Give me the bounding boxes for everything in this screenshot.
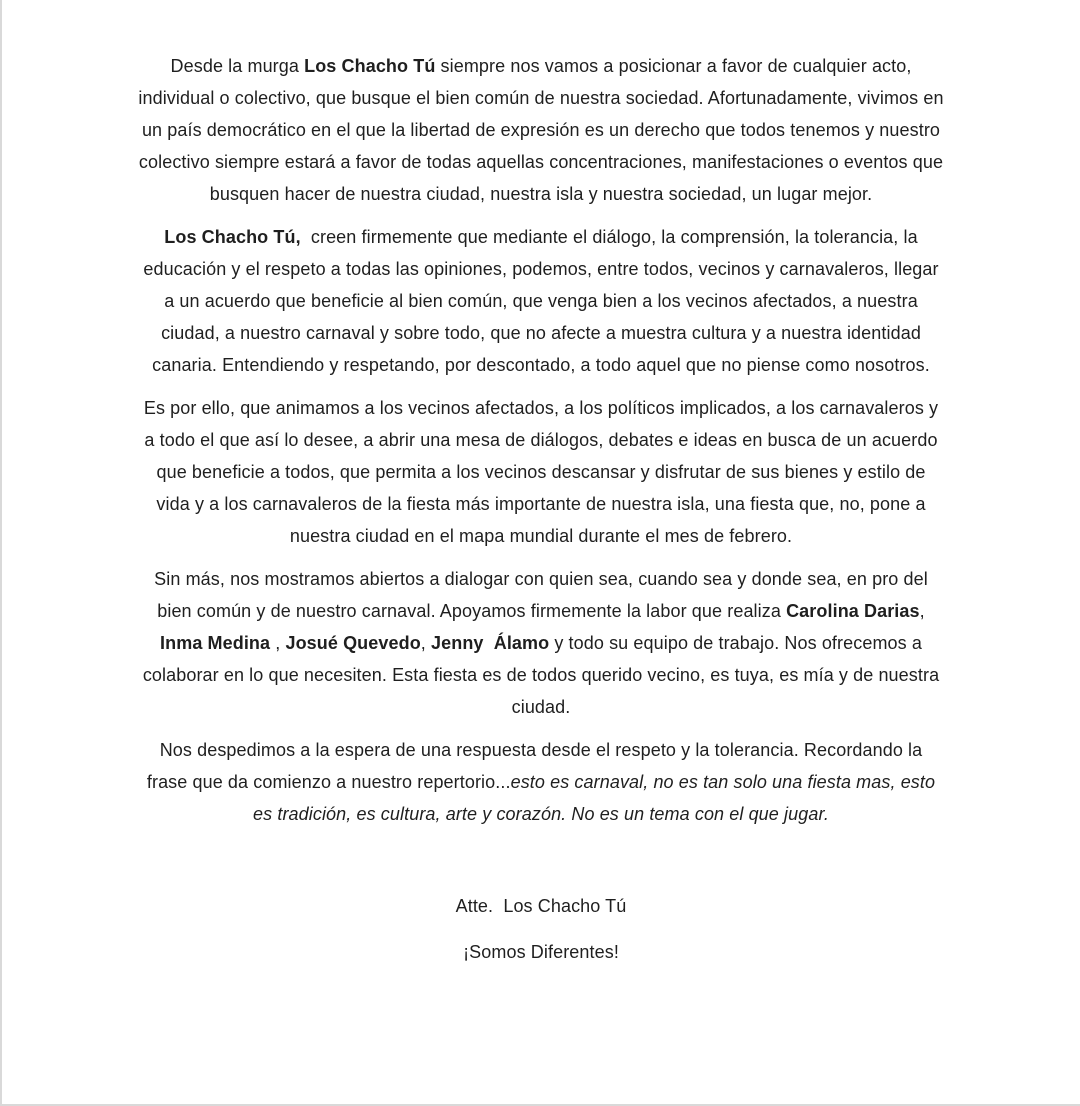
text-run: siempre nos vamos a posicionar a favor de cualquier acto, individual o colectivo, que busque el bien común de nuestra sociedad. Afortunadamente, vivimos en un país democrático en el que la libertad de expresión es un derecho que todos tenemos y nuestro colectivo siempre estará a favor de todas aquellas concentraciones, manifestaciones o eventos que busquen hacer de nuestra ciudad, nuestra isla y nuestra sociedad, un lugar mejor. (138, 56, 949, 204)
motto-line: ¡Somos Diferentes! (463, 942, 619, 962)
paragraph (138, 392, 944, 552)
text-run: esto es carnaval, no es tan solo una fiesta mas, esto es tradición, es cultura, arte y corazón. No es un tema con el que jugar. (253, 772, 941, 824)
text-run: Jenny Álamo (431, 633, 550, 653)
text-run: creen firmemente que mediante el diálogo, la comprensión, la tolerancia, la educación y el respeto a todas las opiniones, podemos, entre todos, vecinos y carnavaleros, llegar a un acuerdo que beneficie al bien común, que venga bien a los vecinos afectados, a nuestra ciudad, a nuestro carnaval y sobre todo, que no afecte a muestra cultura y a nuestra identidad canaria. Entendiendo y respetando, por descontado, a todo aquel que no piense como nosotros. (143, 227, 944, 375)
text-run: , (270, 633, 286, 653)
paragraph (138, 734, 944, 830)
text-run: Inma Medina (160, 633, 271, 653)
text-run: Los Chacho Tú, (164, 227, 301, 247)
text-run: Es por ello, que animamos a los vecinos afectados, a los políticos implicados, a los carnavaleros y a todo el que así lo desee, a abrir una mesa de diálogos, debates e ideas en busca de un acuerdo que beneficie a todos, que permita a los vecinos descansar y disfrutar de sus bienes y estilo de vida y a los carnavaleros de la fiesta más importante de nuestra isla, una fiesta que, no, pone a nuestra ciudad en el mapa mundial durante el mes de febrero. (143, 398, 944, 546)
text-run: , (919, 601, 930, 621)
paragraph (138, 563, 944, 723)
text-run: Josué Quevedo (285, 633, 421, 653)
paragraph (138, 50, 949, 210)
text-run: Desde la murga (170, 56, 305, 76)
letter-document (138, 0, 949, 968)
text-run: Sin más, nos mostramos abiertos a dialogar con quien sea, cuando sea y donde sea, en pro del bien común y de nuestro carnaval. Apoyamos firmemente la labor que realiza (154, 569, 933, 621)
letter-closing (138, 890, 944, 968)
letter-body (138, 50, 949, 830)
paragraph (138, 221, 944, 381)
text-run: y todo su equipo de trabajo. Nos ofrecemos a colaborar en lo que necesiten. Esta fiesta es de todos querido vecino, es tuya, es mía y de nuestra ciudad. (142, 633, 945, 717)
text-run: Los Chacho Tú (304, 56, 436, 76)
text-run: , (420, 633, 431, 653)
text-run: Nos despedimos a la espera de una respuesta desde el respeto y la tolerancia. Recordando la frase que da comienzo a nuestro repertorio... (146, 740, 928, 792)
signature-line: Atte. Los Chacho Tú (455, 896, 627, 916)
text-run: Carolina Darias (786, 601, 920, 621)
